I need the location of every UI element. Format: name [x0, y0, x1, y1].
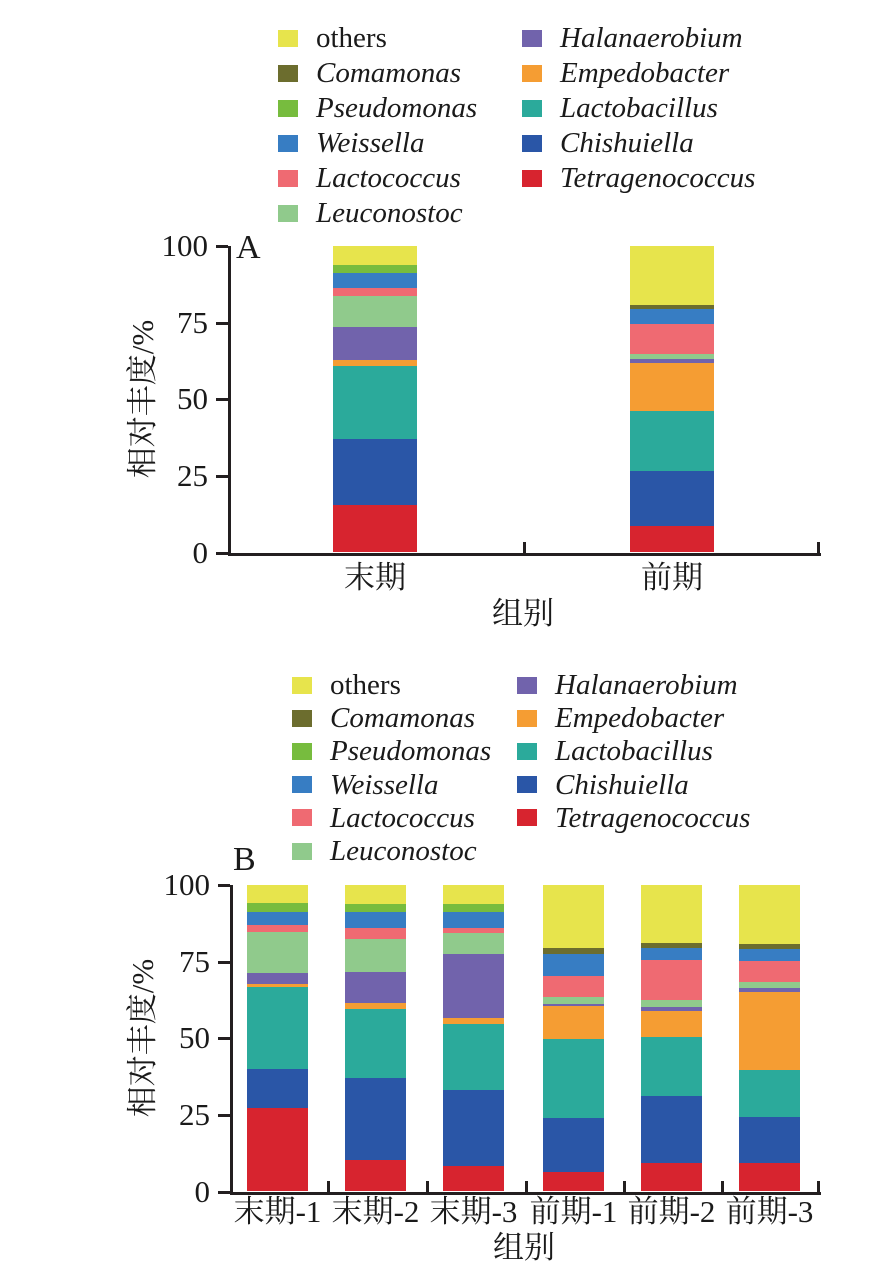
bar-segment-weissella [345, 912, 406, 927]
x-category-label: 末期-3 [429, 1194, 518, 1229]
x-axis-title: 组别 [492, 596, 554, 631]
y-tick-label: 50 [177, 381, 208, 417]
y-axis-title: 相对丰度/% [125, 320, 160, 479]
legend-item-pseudomonas [292, 736, 491, 766]
bar-segment-tetragenococcus [345, 1160, 406, 1192]
legend-label-weissella: Weissella [316, 127, 425, 159]
x-tick-mark [817, 1181, 820, 1192]
legend-label-weissella: Weissella [330, 768, 439, 801]
bar-segment-lactococcus [739, 961, 800, 982]
legend-swatch-pseudomonas-icon [278, 100, 298, 117]
legend-swatch-leuconostoc-icon [292, 843, 312, 860]
bar-segment-halanaerobium [345, 972, 406, 1003]
y-axis-line [228, 246, 231, 556]
legend-label-halanaerobium: Halanaerobium [555, 669, 738, 701]
legend-label-halanaerobium: Halanaerobium [560, 22, 743, 54]
legend-item-lactococcus [292, 803, 475, 833]
x-tick-mark [327, 1181, 330, 1192]
legend-label-pseudomonas: Pseudomonas [330, 735, 492, 768]
y-tick-mark [218, 884, 230, 887]
x-tick-mark [525, 1181, 528, 1192]
bar-segment-comamonas [739, 944, 800, 949]
bar-segment-empedobacter [630, 363, 714, 411]
bar-segment-lactococcus [247, 925, 308, 932]
legend-item-comamonas [292, 703, 475, 733]
bar-segment-lactobacillus [630, 411, 714, 471]
bar-segment-lactococcus [333, 288, 417, 296]
x-tick-mark [623, 1181, 626, 1192]
legend-label-lactobacillus: Lactobacillus [555, 735, 713, 768]
bar-segment-chishuiella [739, 1117, 800, 1163]
bar-segment-comamonas [630, 305, 714, 309]
bar-segment-weissella [630, 309, 714, 324]
bar-segment-comamonas [543, 948, 604, 954]
y-axis-title: 相对丰度/% [125, 959, 160, 1118]
x-category-label: 前期-1 [529, 1194, 618, 1229]
bar-segment-empedobacter [641, 1011, 702, 1037]
legend-label-tetragenococcus: Tetragenococcus [560, 162, 756, 194]
bar-segment-tetragenococcus [739, 1163, 800, 1192]
bar-segment-others [345, 885, 406, 904]
bar-segment-halanaerobium [333, 327, 417, 360]
legend-item-comamonas [278, 58, 461, 88]
x-tick-mark [523, 542, 526, 553]
legend-swatch-lactococcus-icon [278, 170, 298, 187]
bar-segment-leuconostoc [641, 1000, 702, 1007]
panel-letter: A [236, 229, 261, 266]
legend-label-chishuiella: Chishuiella [560, 127, 694, 159]
legend-swatch-leuconostoc-icon [278, 205, 298, 222]
bar-segment-weissella [543, 954, 604, 977]
y-tick-mark [216, 475, 228, 478]
bar-segment-lactococcus [641, 960, 702, 1000]
bar-segment-tetragenococcus [333, 505, 417, 553]
bar-segment-halanaerobium [630, 359, 714, 363]
y-tick-mark [216, 398, 228, 401]
bar-segment-lactobacillus [543, 1039, 604, 1119]
legend-swatch-lactobacillus-icon [517, 743, 537, 760]
bar-segment-leuconostoc [333, 296, 417, 327]
bar-segment-pseudomonas [345, 904, 406, 912]
legend-label-comamonas: Comamonas [330, 702, 476, 735]
bar-segment-leuconostoc [739, 982, 800, 987]
bar-segment-tetragenococcus [443, 1166, 504, 1191]
bar-segment-empedobacter [333, 360, 417, 366]
legend-label-empedobacter: Empedobacter [560, 57, 730, 89]
legend-item-leuconostoc [278, 198, 463, 228]
legend-swatch-empedobacter-icon [522, 65, 542, 82]
bar-segment-lactobacillus [739, 1070, 800, 1117]
y-tick-mark [218, 1191, 230, 1194]
bar-segment-tetragenococcus [247, 1108, 308, 1191]
legend-item-halanaerobium [517, 670, 738, 700]
legend-item-others [278, 23, 387, 53]
legend-item-lactobacillus [522, 93, 718, 123]
legend-item-chishuiella [517, 770, 689, 800]
y-tick-label: 50 [179, 1020, 210, 1056]
bar-segment-weissella [641, 948, 702, 960]
legend-swatch-weissella-icon [278, 135, 298, 152]
bar-segment-lactobacillus [345, 1009, 406, 1078]
legend-label-empedobacter: Empedobacter [555, 702, 725, 735]
legend-swatch-comamonas-icon [292, 710, 312, 727]
legend-item-weissella [278, 128, 424, 158]
legend-item-pseudomonas [278, 93, 477, 123]
legend-label-leuconostoc: Leuconostoc [316, 197, 463, 229]
bar-segment-chishuiella [641, 1096, 702, 1163]
legend-swatch-others-icon [292, 677, 312, 694]
legend-item-tetragenococcus [517, 803, 750, 833]
legend-swatch-chishuiella-icon [522, 135, 542, 152]
legend-swatch-tetragenococcus-icon [517, 809, 537, 826]
y-tick-label: 25 [179, 1096, 210, 1132]
legend-item-others [292, 670, 401, 700]
bar-segment-leuconostoc [443, 933, 504, 954]
bar-segment-lactococcus [443, 928, 504, 933]
bar-segment-halanaerobium [247, 973, 308, 984]
bar-segment-halanaerobium [739, 988, 800, 992]
legend-item-tetragenococcus [522, 163, 755, 193]
bar-segment-weissella [247, 912, 308, 925]
legend-label-lactococcus: Lactococcus [330, 801, 475, 834]
bar-segment-leuconostoc [543, 997, 604, 1003]
bar-segment-lactococcus [630, 324, 714, 354]
legend-label-tetragenococcus: Tetragenococcus [555, 801, 751, 834]
bar-segment-others [247, 885, 308, 903]
bar-segment-others [739, 885, 800, 944]
legend-swatch-lactococcus-icon [292, 809, 312, 826]
legend-label-lactococcus: Lactococcus [316, 162, 461, 194]
bar-segment-chishuiella [333, 439, 417, 505]
bar-segment-empedobacter [345, 1003, 406, 1009]
legend-swatch-halanaerobium-icon [522, 30, 542, 47]
bar-segment-leuconostoc [247, 932, 308, 973]
bar-segment-pseudomonas [333, 265, 417, 273]
legend-item-halanaerobium [522, 23, 743, 53]
x-tick-mark [426, 1181, 429, 1192]
legend-swatch-halanaerobium-icon [517, 677, 537, 694]
legend-item-empedobacter [522, 58, 729, 88]
legend-item-leuconostoc [292, 836, 477, 866]
legend-label-comamonas: Comamonas [316, 57, 462, 89]
legend-swatch-chishuiella-icon [517, 776, 537, 793]
x-category-label: 末期-2 [331, 1194, 420, 1229]
legend-item-lactobacillus [517, 736, 713, 766]
bar-segment-lactobacillus [333, 366, 417, 439]
bar-segment-others [630, 246, 714, 305]
y-tick-label: 75 [179, 943, 210, 979]
bar-segment-leuconostoc [345, 939, 406, 972]
legend-swatch-tetragenococcus-icon [522, 170, 542, 187]
x-tick-mark [817, 542, 820, 553]
bar-segment-tetragenococcus [641, 1163, 702, 1192]
y-tick-label: 100 [163, 867, 210, 902]
legend-item-weissella [292, 770, 438, 800]
legend-label-others: others [316, 22, 387, 54]
legend-label-pseudomonas: Pseudomonas [316, 92, 478, 124]
bar-segment-lactobacillus [641, 1037, 702, 1096]
bar-segment-halanaerobium [443, 954, 504, 1018]
bar-segment-others [641, 885, 702, 943]
bar-segment-comamonas [641, 943, 702, 949]
y-tick-mark [218, 1037, 230, 1040]
legend-label-chishuiella: Chishuiella [555, 768, 689, 801]
bar-segment-chishuiella [630, 471, 714, 527]
bar-segment-chishuiella [247, 1069, 308, 1108]
bar-segment-others [543, 885, 604, 948]
legend-swatch-others-icon [278, 30, 298, 47]
bar-segment-chishuiella [543, 1118, 604, 1172]
bar-segment-weissella [739, 949, 800, 961]
legend-swatch-lactobacillus-icon [522, 100, 542, 117]
bar-segment-lactococcus [543, 976, 604, 997]
bar-segment-lactobacillus [443, 1024, 504, 1091]
y-tick-label: 0 [192, 534, 208, 570]
bar-segment-empedobacter [739, 992, 800, 1070]
y-tick-label: 0 [194, 1173, 210, 1209]
y-tick-mark [218, 961, 230, 964]
bar-segment-chishuiella [443, 1090, 504, 1166]
bar-segment-leuconostoc [630, 354, 714, 359]
x-tick-mark [721, 1181, 724, 1192]
legend-label-lactobacillus: Lactobacillus [560, 92, 718, 124]
y-tick-mark [216, 552, 228, 555]
x-category-label: 末期-1 [233, 1194, 322, 1229]
legend-label-leuconostoc: Leuconostoc [330, 835, 477, 867]
bar-segment-pseudomonas [247, 903, 308, 912]
bar-segment-halanaerobium [641, 1007, 702, 1011]
legend-swatch-pseudomonas-icon [292, 743, 312, 760]
legend-item-chishuiella [522, 128, 694, 158]
legend-item-lactococcus [278, 163, 461, 193]
x-category-label: 前期-3 [725, 1194, 814, 1229]
legend-swatch-comamonas-icon [278, 65, 298, 82]
panel-letter: B [233, 841, 256, 878]
x-axis-title: 组别 [493, 1230, 555, 1265]
bar-segment-empedobacter [247, 984, 308, 987]
bar-segment-others [443, 885, 504, 904]
bar-segment-others [333, 246, 417, 265]
x-category-label: 前期-2 [627, 1194, 716, 1229]
bar-segment-lactobacillus [247, 987, 308, 1069]
bar-segment-chishuiella [345, 1078, 406, 1160]
bar-segment-empedobacter [543, 1006, 604, 1038]
bar-segment-weissella [443, 912, 504, 928]
bar-segment-empedobacter [443, 1018, 504, 1024]
y-tick-mark [218, 1114, 230, 1117]
y-axis-line [230, 885, 233, 1195]
y-tick-label: 25 [177, 457, 208, 493]
x-category-label: 前期 [641, 560, 703, 595]
y-tick-label: 75 [177, 304, 208, 340]
x-category-label: 末期 [344, 560, 406, 595]
bar-segment-tetragenococcus [543, 1172, 604, 1191]
bar-segment-pseudomonas [443, 904, 504, 912]
bar-segment-tetragenococcus [630, 526, 714, 552]
x-axis-line [228, 553, 821, 556]
legend-swatch-empedobacter-icon [517, 710, 537, 727]
y-tick-mark [216, 245, 228, 248]
y-tick-mark [216, 322, 228, 325]
legend-swatch-weissella-icon [292, 776, 312, 793]
bar-segment-weissella [333, 273, 417, 288]
legend-label-others: others [330, 669, 401, 701]
y-tick-label: 100 [161, 228, 208, 263]
legend-item-empedobacter [517, 703, 724, 733]
bar-segment-lactococcus [345, 928, 406, 939]
bar-segment-halanaerobium [543, 1004, 604, 1007]
